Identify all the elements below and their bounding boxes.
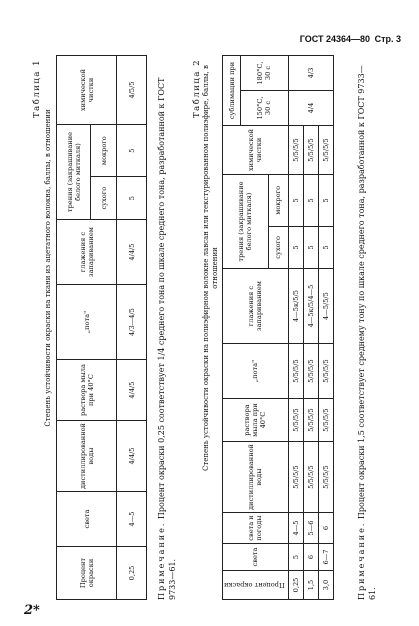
t2-h-water: дистиллированной воды <box>223 442 289 513</box>
sheet-mark: 2* <box>24 603 40 618</box>
t2-h-light-weather: света и погоды <box>223 513 289 544</box>
table1-note <box>156 55 178 600</box>
t2-h-150: 150°С, 30 с <box>241 91 289 126</box>
t2-h-180: 180°С, 30 с <box>241 56 289 91</box>
t2-h-light: света <box>223 544 289 571</box>
table-row: 0,25 5 4—5 5/5/5/5 5/5/5/5 5/5/5/5 4—5к/5/5 5 5 5/5/5/5 4/4 4/3 <box>288 56 303 600</box>
rotated-content <box>30 48 392 608</box>
table2-title: Таблица 2 <box>192 58 202 118</box>
t2-sublim-180: 4/3 <box>288 56 333 91</box>
t2-h-sublim: сублимации при <box>223 56 241 126</box>
table1 <box>56 55 147 600</box>
t2-h-rub: трения (закрашивание белого миткаля) <box>223 175 269 269</box>
t2-h-wet: мокрого <box>268 175 288 227</box>
table1-title: Таблица 1 <box>32 58 42 118</box>
table2-caption: Степень устойчивости окраски на полиэфирном волокне лавсан или текстурированном полиэфире, баллы, в отношении <box>202 65 219 472</box>
t2-h-dry: сухого <box>268 226 288 268</box>
note2-text: Процент окраски 1,5 соответствует среднему тону по шкале среднего тона, разработанной к ГОСТ 9733—61. <box>357 65 377 600</box>
page-number: Стр. 3 <box>374 34 401 44</box>
note2-label: Примечание. <box>357 521 366 600</box>
t1-h-soap: раствора мыла при 40°С <box>57 360 117 421</box>
t1-h-sweat: „пота" <box>57 285 117 360</box>
t1-h-water: дистиллированной воды <box>57 421 117 492</box>
page-header <box>298 34 401 44</box>
t1-h-rub: трения (закрашивание белого миткаля) <box>57 125 91 220</box>
t1-h-light: света <box>57 492 117 547</box>
table-row: 1,5 6 5—6 5/5/5/5 5/5/5/5 5/5/5/5 4—5к/5/4—5 5 5 5/5/5/5 <box>303 56 318 600</box>
table1-caption: Степень устойчивости окраски на ткани из ацетатного волокна, баллы, в отношении <box>44 109 52 427</box>
t2-sublim-150: 4/4 <box>288 91 333 126</box>
t1-h-iron: глажения с запариванием <box>57 220 117 285</box>
t2-h-soap: раствора мыла при 40°С <box>223 399 289 442</box>
gost-number: ГОСТ 24364—80 <box>299 34 371 44</box>
table-row: 3,0 6—7 6 5/5/5/5 5/5/5/5 5/5/5/5 4—5/5/5 5 5 5/5/5/5 <box>318 56 333 600</box>
t1-h-percent: Процент окраски <box>57 547 117 600</box>
table-row: 0,25 4—5 4/4/5 4/4/5 4/3—4/5 4/4/5 5 5 4/5/5 <box>117 56 147 600</box>
note1-text: Процент окраски 0,25 соответствует 1/4 среднего тона по шкале среднего тона, разработанной к ГОСТ 9733—61. <box>157 77 177 600</box>
t2-h-iron: глажения с запариванием <box>223 269 289 344</box>
t2-h-sweat: „пота" <box>223 344 289 399</box>
table2 <box>222 55 334 600</box>
t2-h-percent: Процент окраски <box>223 571 289 600</box>
t1-h-dry: сухого <box>91 177 117 220</box>
t1-h-wet: мокрого <box>91 125 117 177</box>
t1-h-chem: химической чистки <box>57 56 117 125</box>
note1-label: Примечание. <box>157 521 166 600</box>
table2-note <box>356 55 378 600</box>
t2-h-chem: химической чистки <box>223 126 289 175</box>
